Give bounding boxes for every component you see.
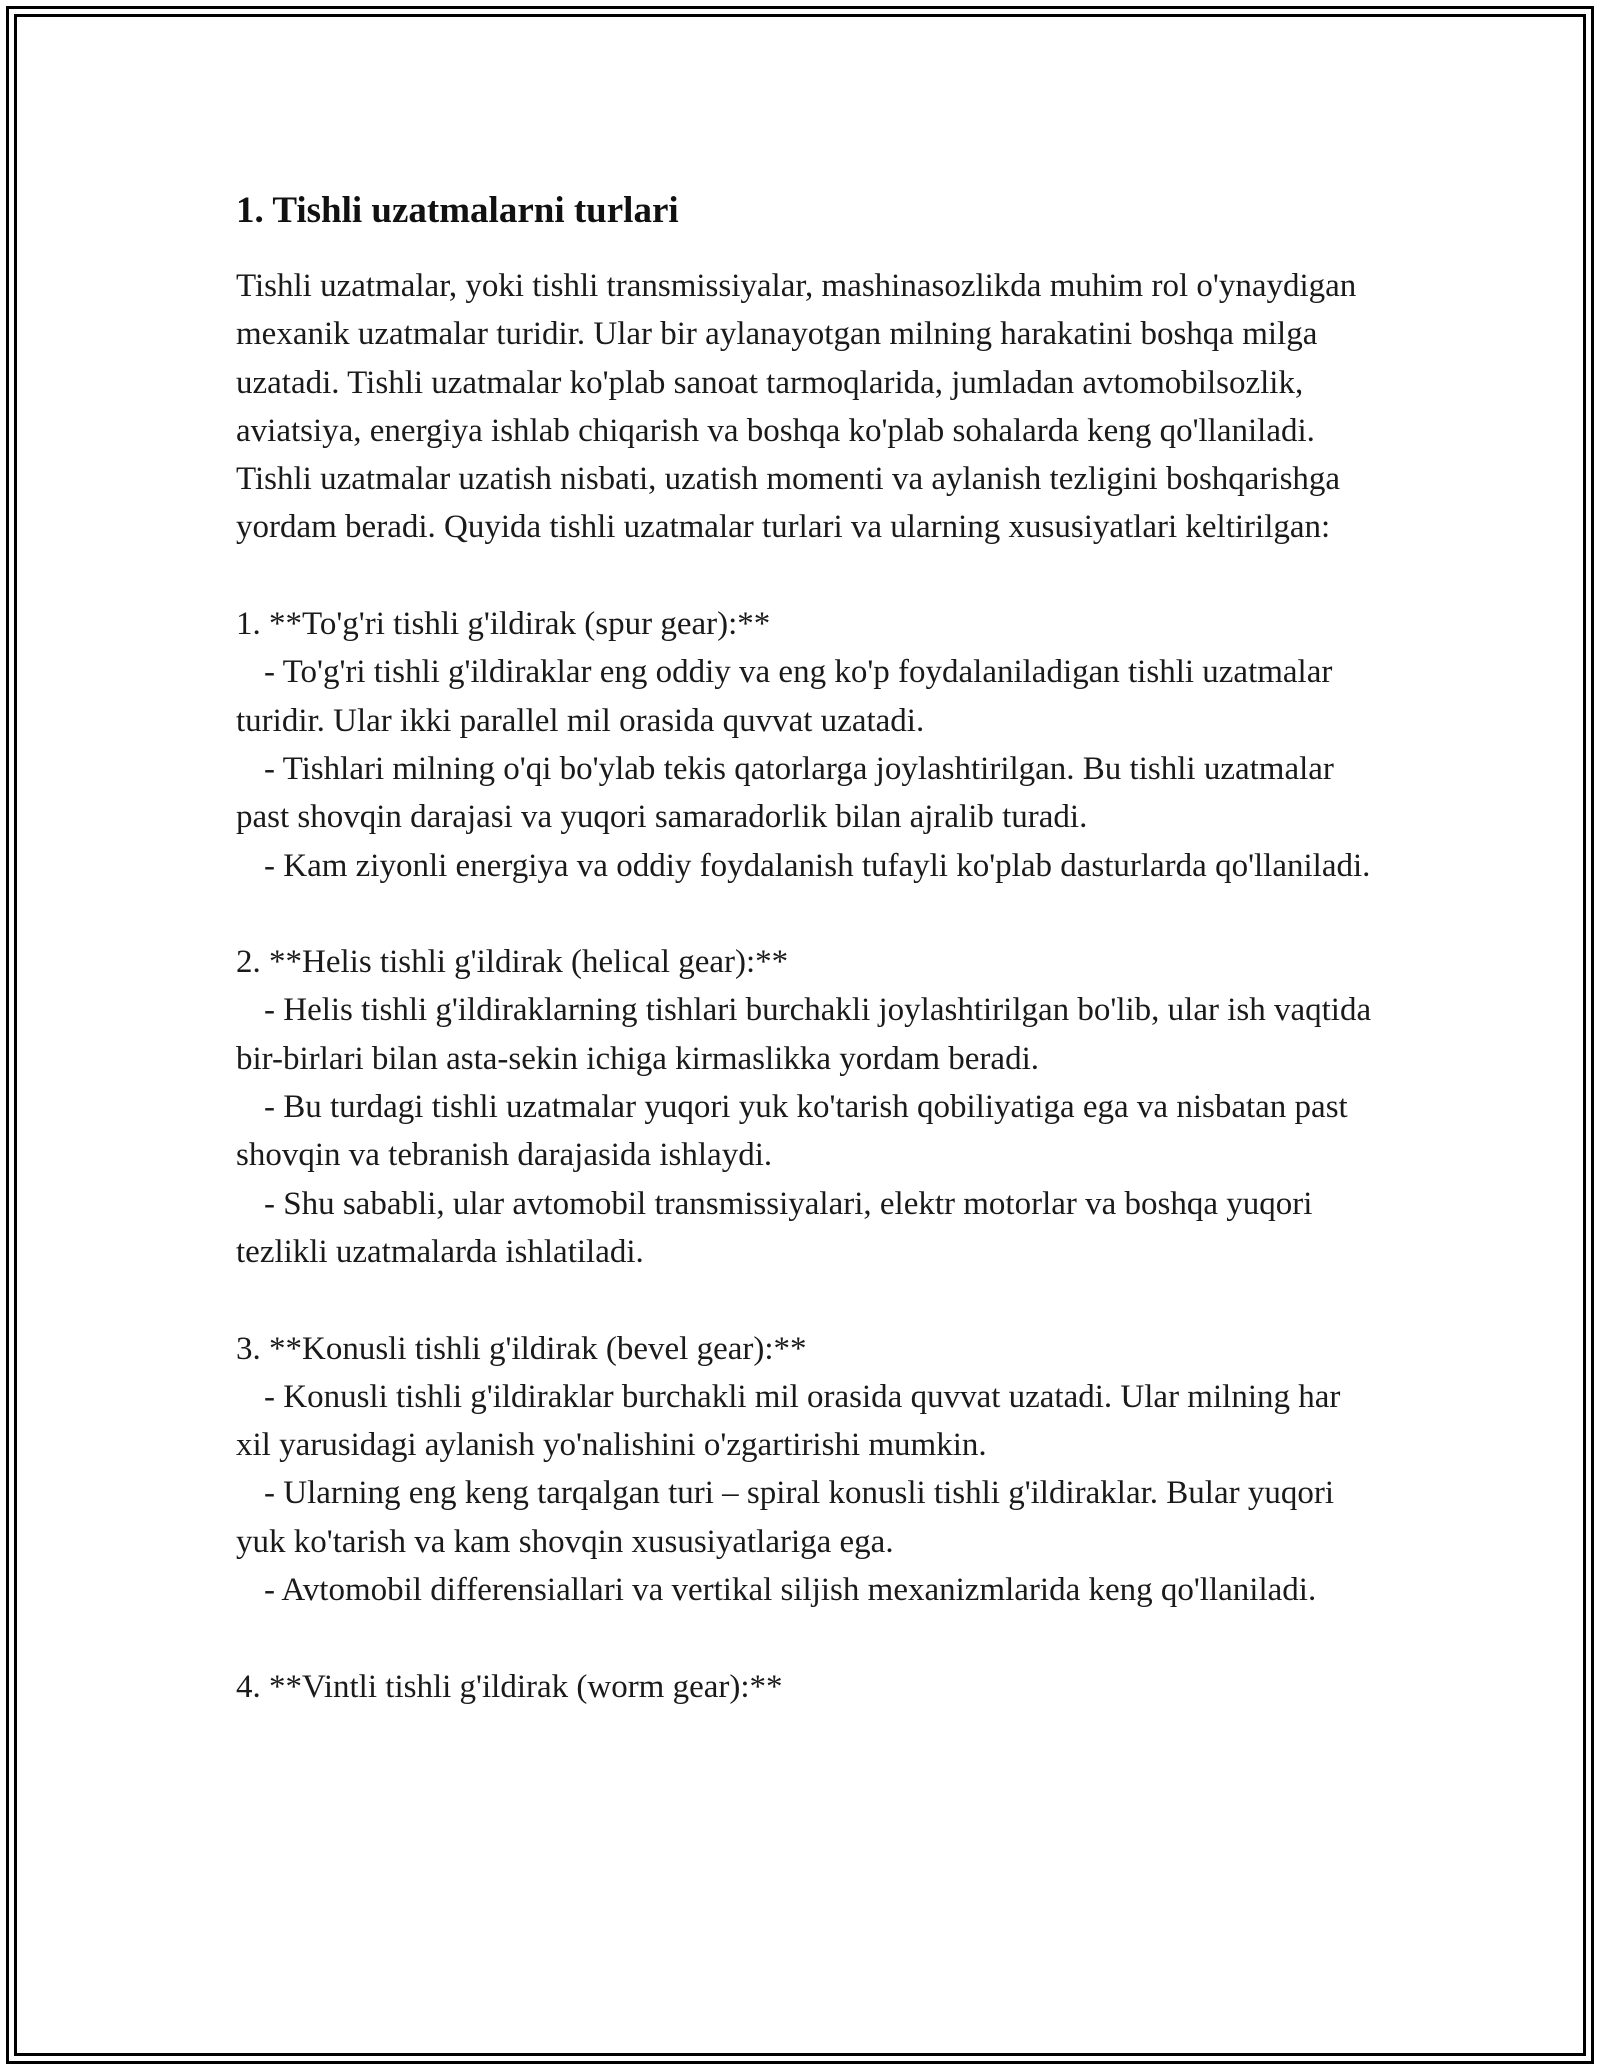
- section-heading: 3. **Konusli tishli g'ildirak (bevel gear):**: [236, 1330, 807, 1367]
- section-heading: 2. **Helis tishli g'ildirak (helical gear):**: [236, 944, 789, 981]
- document-title: 1. Tishli uzatmalarni turlari: [236, 190, 679, 231]
- section-spur-gear: [236, 600, 1376, 890]
- spacer: [236, 552, 1376, 600]
- section-bevel-gear: [236, 1325, 1376, 1615]
- bullet-item: - Bu turdagi tishli uzatmalar yuqori yuk ko'tarish qobiliyatiga ega va nisbatan past shovqin va tebranish darajasida ishlaydi.: [236, 1089, 1348, 1174]
- bullet-item: - Tishlari milning o'qi bo'ylab tekis qatorlarga joylashtirilgan. Bu tishli uzatmalar past shovqin darajasi va yuqori samaradorlik bilan ajralib turadi.: [236, 750, 1334, 836]
- spacer: [236, 890, 1376, 938]
- bullet-item: - To'g'ri tishli g'ildiraklar eng oddiy va eng ko'p foydalaniladigan tishli uzatmalar turidir. Ular ikki parallel mil orasida quvvat uzatadi.: [236, 654, 1333, 739]
- intro-paragraph: Tishli uzatmalar, yoki tishli transmissiyalar, mashinasozlikda muhim rol o'ynaydigan mexanik uzatmalar turidir. Ular bir aylanayotgan milning harakatini boshqa milga uzatadi. Tishli uzatmalar ko'plab sanoat tarmoqlarida, jumladan avtomobilsozlik, aviatsiya, energiya ishlab chiqarish va boshqa ko'plab sohalarda keng qo'llaniladi. Tishli uzatmalar uzatish nisbati, uzatish momenti va aylanish tezligini boshqarishga yordam beradi. Quyida tishli uzatmalar turlari va ularning xususiyatlari keltirilgan:: [236, 268, 1357, 546]
- spacer: [236, 1276, 1376, 1324]
- document-body: [236, 186, 1376, 1711]
- bullet-item: - Shu sababli, ular avtomobil transmissiyalari, elektr motorlar va boshqa yuqori tezlikli uzatmalarda ishlatiladi.: [236, 1185, 1313, 1270]
- bullet-item: - Ularning eng keng tarqalgan turi – spiral konusli tishli g'ildiraklar. Bular yuqori yuk ko'tarish va kam shovqin xususiyatlariga ega.: [236, 1475, 1334, 1560]
- section-helical-gear: [236, 938, 1376, 1276]
- section-heading: 4. **Vintli tishli g'ildirak (worm gear):**: [236, 1668, 783, 1705]
- section-heading: 1. **To'g'ri tishli g'ildirak (spur gear):**: [236, 606, 771, 643]
- bullet-item: - Kam ziyonli energiya va oddiy foydalanish tufayli ko'plab dasturlarda qo'llaniladi.: [264, 847, 1371, 884]
- bullet-item: - Avtomobil differensiallari va vertikal siljish mexanizmlarida keng qo'llaniladi.: [264, 1572, 1317, 1609]
- section-worm-gear: [236, 1663, 1376, 1711]
- spacer: [236, 1614, 1376, 1662]
- bullet-item: - Konusli tishli g'ildiraklar burchakli mil orasida quvvat uzatadi. Ular milning har xil yarusidagi aylanish yo'nalishini o'zgartirishi mumkin.: [236, 1378, 1341, 1464]
- bullet-item: - Helis tishli g'ildiraklarning tishlari burchakli joylashtirilgan bo'lib, ular ish vaqtida bir-birlari bilan asta-sekin ichiga kirmaslikka yordam beradi.: [236, 992, 1372, 1077]
